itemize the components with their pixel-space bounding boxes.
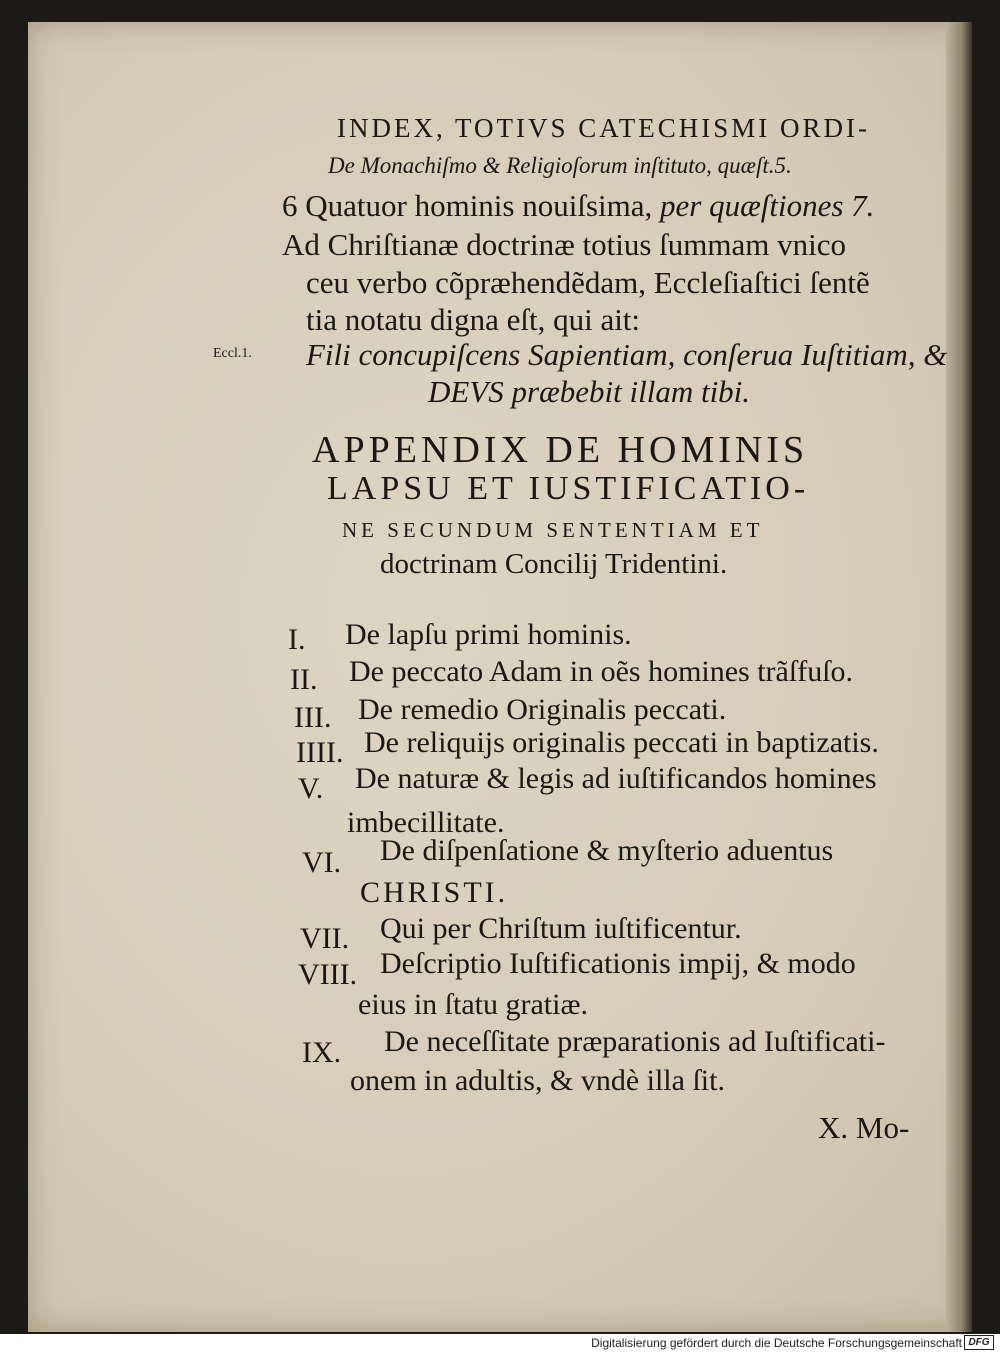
catchword: X. Mo- [818,1110,910,1145]
dfg-logo-icon: DFG [964,1335,994,1350]
intro-line-1-italic: per quæſtiones 7. [660,188,875,223]
running-subheader: De Monachiſmo & Religioſorum inſtituto, quæſt.5. [328,153,792,178]
list-item-text: CHRISTI. [360,876,509,909]
list-item-text: De lapſu primi hominis. [345,618,632,651]
list-item-num: VII. [300,922,350,955]
appendix-heading-3: NE SECUNDUM SENTENTIAM ET [342,518,764,542]
list-item-num: IX. [302,1036,342,1069]
list-item-num: II. [290,663,318,696]
list-item-text: onem in adultis, & vndè illa ſit. [350,1064,725,1097]
list-item-text: De diſpenſatione & myſterio aduentus [380,834,834,867]
list-item-text: Qui per Chriſtum iuſtificentur. [380,912,742,945]
list-item-text: De neceſſitate præparationis ad Iuſtificati- [384,1025,886,1058]
intro-line-1 [282,188,874,224]
list-item-num: I. [288,623,306,656]
list-item-num: V. [298,772,324,805]
list-item-text: imbecillitate. [347,806,505,839]
footer-bar [0,1334,1000,1352]
intro-line-1-text: Quatuor hominis nouiſsima, [305,188,653,223]
quote-line-2: DEVS præbebit illam tibi. [428,374,751,409]
list-item-num: VI. [302,846,342,879]
list-item-num: IIII. [296,736,344,769]
list-item-text: eius in ſtatu gratiæ. [358,988,588,1021]
list-item-num: III. [294,701,332,734]
intro-line-3: ceu verbo cõpræhendẽdam, Eccleſiaſtici ſentẽ [306,265,870,300]
list-item-text: De remedio Originalis peccati. [358,693,727,726]
page-gutter [946,22,972,1332]
list-item-text: Deſcriptio Iuſtificationis impij, & modo [380,947,856,980]
intro-line-2: Ad Chriſtianæ doctrinæ totius ſummam vnico [282,227,846,262]
appendix-heading-1: APPENDIX DE HOMINIS [312,429,809,471]
list-item-text: De peccato Adam in oẽs homines trãſfuſo. [349,655,854,688]
quote-line-1: Fili concupiſcens Sapientiam, conſerua Iuſtitiam, & [306,337,948,372]
margin-note: Eccl.1. [213,346,252,361]
list-item-text: De naturæ & legis ad iuſtificandos homines [355,762,877,795]
list-item-text: De reliquijs originalis peccati in baptizatis. [364,726,879,759]
item-number: 6 [282,188,298,223]
footer-credit: Digitalisierung gefördert durch die Deutsche Forschungsgemeinschaft [591,1336,962,1350]
running-header: INDEX, TOTIVS CATECHISMI ORDI- [337,113,870,143]
intro-line-4: tia notatu digna eſt, qui ait: [306,302,641,337]
list-item-num: VIII. [298,958,358,991]
appendix-heading-4: doctrinam Concilij Tridentini. [380,548,728,580]
appendix-heading-2: LAPSU ET IUSTIFICATIO- [327,470,810,507]
